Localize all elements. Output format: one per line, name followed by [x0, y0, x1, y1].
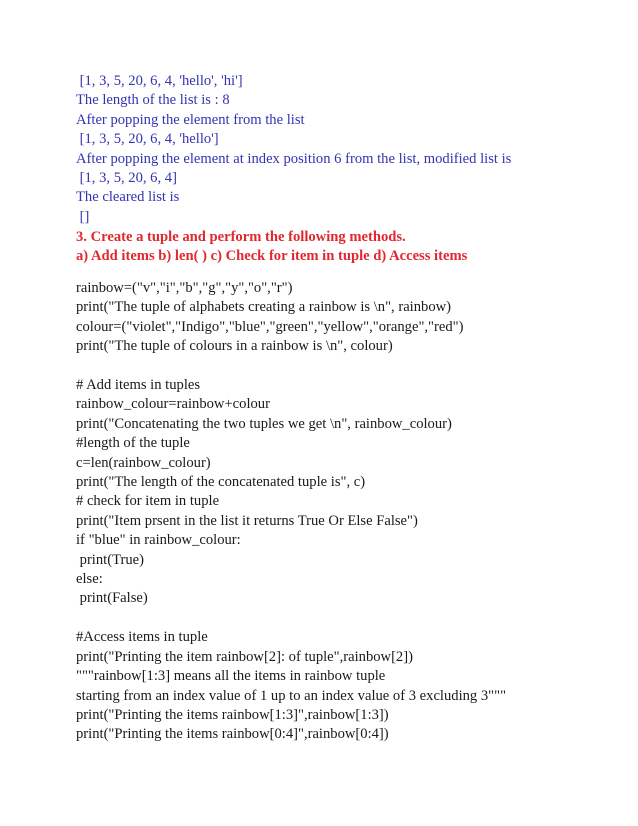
blank-line [76, 357, 616, 376]
code-line: else: [76, 571, 103, 588]
output-line: [1, 3, 5, 20, 6, 4, 'hello'] [76, 131, 219, 148]
blank-line [76, 609, 616, 628]
code-line: starting from an index value of 1 up to an index value of 3 excluding 3""" [76, 687, 507, 704]
code-line: print("Printing the items rainbow[1:3]",rainbow[1:3]) [76, 706, 389, 723]
code-line: print("Printing the item rainbow[2]: of tuple",rainbow[2]) [76, 648, 413, 665]
section-subtitle: a) Add items b) len( ) c) Check for item in tuple d) Access items [76, 248, 468, 265]
output-line: [1, 3, 5, 20, 6, 4, 'hello', 'hi'] [76, 73, 243, 89]
code-line: print(True) [76, 551, 144, 568]
code-line: """rainbow[1:3] means all the items in rainbow tuple [76, 668, 386, 685]
code-line: print(False) [76, 590, 148, 607]
section-heading [76, 228, 616, 267]
code-line: rainbow=("v","i","b","g","y","o","r") [76, 280, 293, 296]
code-line: #length of the tuple [76, 435, 190, 452]
output-line: After popping the element from the list [76, 111, 305, 128]
output-line: After popping the element at index position 6 from the list, modified list is [76, 150, 512, 167]
program-output [76, 72, 616, 227]
code-line: print("Concatenating the two tuples we get \n", rainbow_colour) [76, 415, 452, 432]
code-line: c=len(rainbow_colour) [76, 454, 211, 471]
code-line: print("The tuple of colours in a rainbow is \n", colour) [76, 338, 393, 355]
code-line: colour=("violet","Indigo","blue","green","yellow","orange","red") [76, 318, 464, 335]
section-title: 3. Create a tuple and perform the following methods. [76, 229, 406, 245]
code-line: # Add items in tuples [76, 377, 201, 394]
code-line: print("The length of the concatenated tuple is", c) [76, 474, 366, 491]
output-line: The length of the list is : 8 [76, 92, 230, 109]
code-line: print("The tuple of alphabets creating a rainbow is \n", rainbow) [76, 299, 452, 316]
code-line: # check for item in tuple [76, 493, 220, 510]
output-line: [1, 3, 5, 20, 6, 4] [76, 170, 177, 187]
code-line: rainbow_colour=rainbow+colour [76, 396, 270, 413]
output-line: The cleared list is [76, 189, 180, 206]
code-line: print("Printing the items rainbow[0:4]",rainbow[0:4]) [76, 726, 389, 743]
code-line: if "blue" in rainbow_colour: [76, 532, 241, 549]
code-listing [76, 279, 616, 745]
code-line: print("Item prsent in the list it returns True Or Else False") [76, 512, 418, 529]
output-line: [] [76, 208, 90, 225]
code-line: #Access items in tuple [76, 629, 208, 646]
